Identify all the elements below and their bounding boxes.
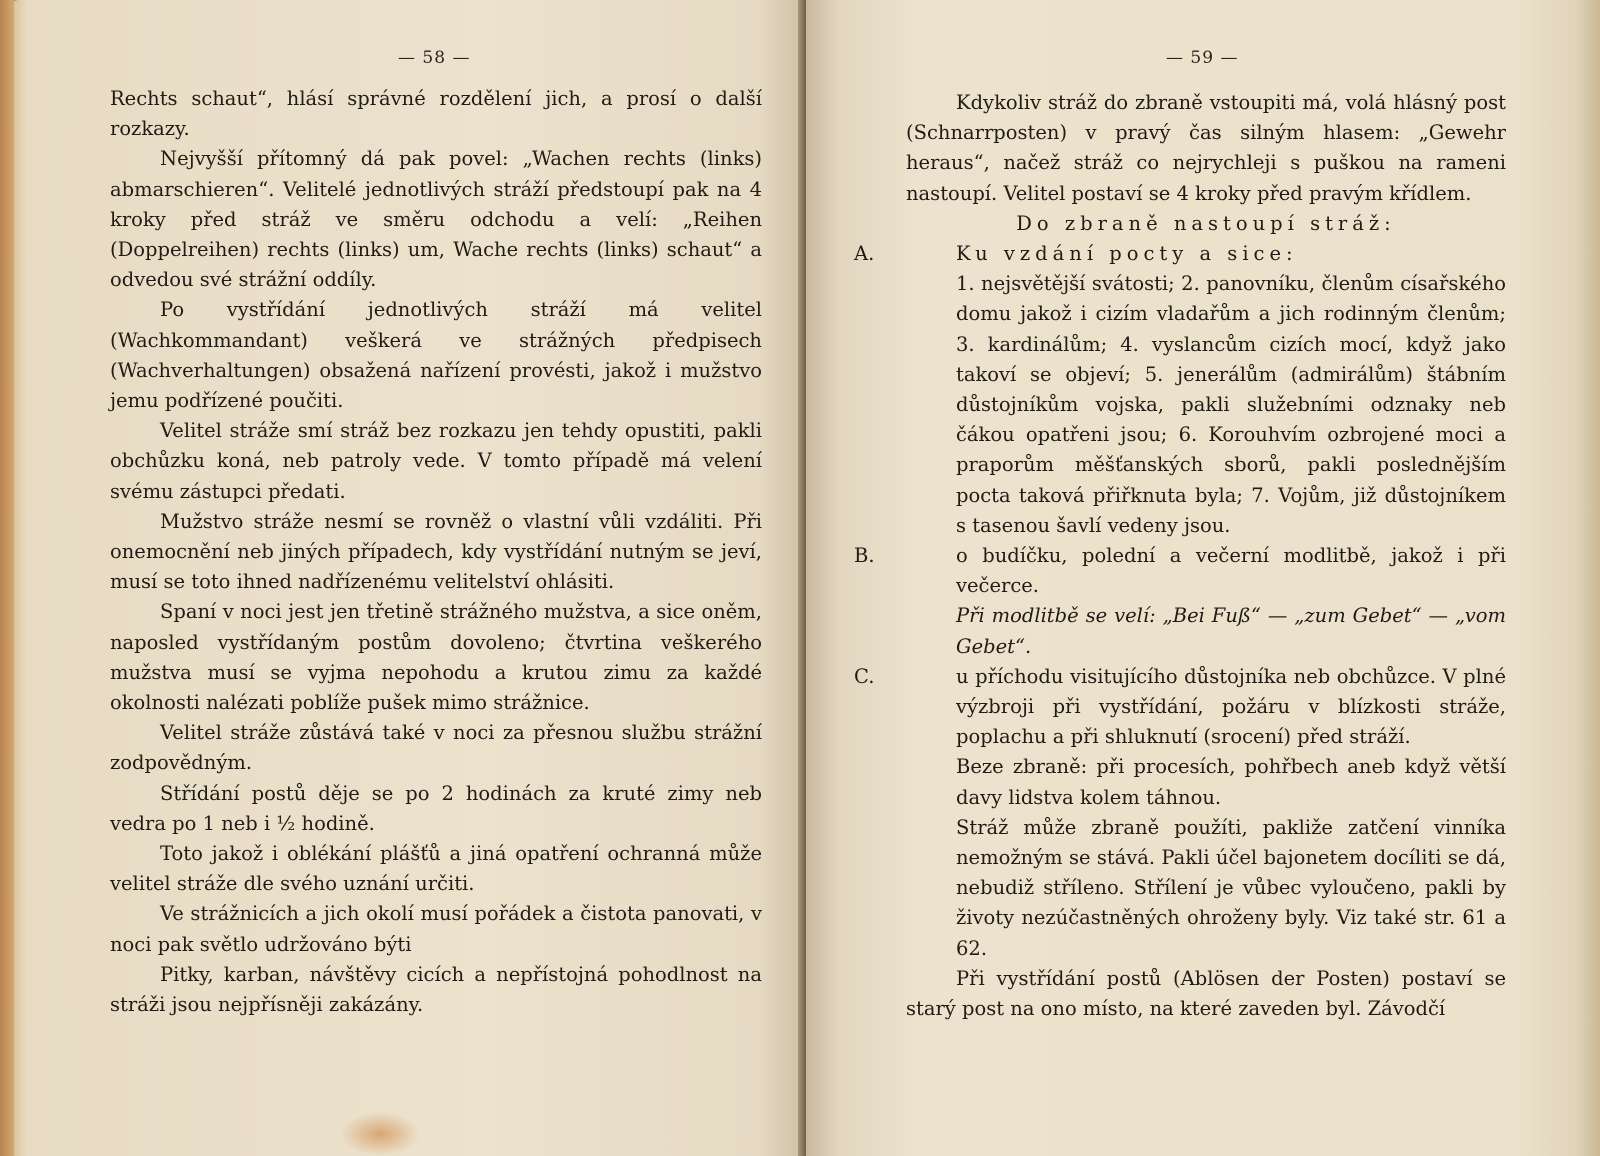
list-item <box>854 239 1506 269</box>
list-item-text: o budíčku, polední a večerní modlitbě, jakož i při večerce. <box>956 544 1506 598</box>
paragraph: Beze zbraně: při procesích, pohřbech aneb když větší davy lidstva kolem táhnou. <box>956 755 1506 809</box>
paragraph: Pitky, karban, návštěvy cicích a nepřístojná pohodlnost na stráži jsou nejpřísněji zakázány. <box>110 962 762 1017</box>
list-item-text: Ku vzdání pocty a sice: <box>956 242 1298 266</box>
paragraph: Střídání postů děje se po 2 hodinách za kruté zimy neb vedra po 1 neb i ½ hodině. <box>110 781 762 835</box>
page-number-right: — 59 — <box>1166 48 1239 68</box>
right-page <box>806 0 1600 1156</box>
list-marker: A. <box>854 242 875 266</box>
list-marker: C. <box>854 664 875 688</box>
paragraph: Toto jakož i oblékání plášťů a jiná opatření ochranná může velitel stráže dle svého uznání určiti. <box>110 842 762 896</box>
paragraph: Ve strážnicích a jich okolí musí pořádek a čistota panovati, v noci pak světlo udržováno býti <box>110 902 762 956</box>
paragraph: Velitel stráže zůstává také v noci za přesnou službu strážní zodpovědným. <box>110 721 762 775</box>
paragraph: Stráž může zbraně použíti, pakliže zatčení vinníka nemožným se stává. Pakli účel bajonetem docíliti se dá, nebudiž stříleno. Střílení je vůbec vyloučeno, pakli by životy nezúčastněných ohroženy byly. Viz také str. 61 a 62. <box>956 815 1506 960</box>
list-item-text: u příchodu visitujícího důstojníka neb obchůzce. V plné výzbroji při vystřídání, požáru v blízkosti stráže, poplachu a při shluknutí (srocení) před stráží. <box>956 664 1506 749</box>
paragraph: Kdykoliv stráž do zbraně vstoupiti má, volá hlásný post (Schnarrposten) v pravý čas silným hlasem: „Gewehr heraus“, načež stráž co nejrychleji s puškou na rameni nastoupí. Velitel postaví se 4 kroky před pravým křídlem. <box>906 91 1506 205</box>
list-item-text: 1. nejsvětější svátosti; 2. panovníku, členům císařského domu jakož i cizím vladařům a jich rodinným členům; 3. kardinálům; 4. vyslancům cizích mocí, když jako takoví se objeví; 5. jenerálům (admirálům) štábním důstojníkům vojska, pakli služebními odznaky neb čákou opatřeni jsou; 6. Korouhvím ozbrojené moci a praporům měšťanských sborů, pakli poslednějším pocta taková přiřknuta byla; 7. Vojům, již důstojníkem s tasenou šavlí vedeny jsou. <box>956 272 1506 537</box>
paragraph: Spaní v noci jest jen třetině strážného mužstva, a sice oněm, naposled vystřídaným postům dovoleno; čtvrtina veškerého mužstva musí se vyjma nepohodu a krutou zimu za každé okolnosti nalézati poblíže pušek mimo strážnice. <box>110 600 762 715</box>
list-item <box>854 541 1506 601</box>
paragraph: Rechts schaut“, hlásí správné rozdělení jich, a prosí o další rozkazy. <box>110 87 762 141</box>
paragraph: Mužstvo stráže nesmí se rovněž o vlastní vůli vzdáliti. Při onemocnění neb jiných případech, kdy vystřídání nutným se jeví, musí se toto ihned nadřízenému velitelství ohlásiti. <box>110 509 762 594</box>
list-item <box>906 269 1506 541</box>
list-item-text: Při modlitbě se velí: „Bei Fuß“ — „zum Gebet“ — „vom Gebet“. <box>956 604 1506 658</box>
paragraph: Při vystřídání postů (Ablösen der Posten) postaví se starý post na ono místo, na které zaveden byl. Závodčí <box>906 966 1506 1021</box>
page-edge <box>0 0 14 1156</box>
page-number-left: — 58 — <box>398 48 471 68</box>
left-page-text <box>110 84 762 1020</box>
paragraph: Nejvyšší přítomný dá pak povel: „Wachen rechts (links) abmarschieren“. Velitelé jednotlivých stráží předstoupí pak na 4 kroky před stráž ve směru odchodu a velí: „Reihen (Doppelreihen) rechts (links) um, Wache rechts (links) schaut“ a odvedou své strážní oddíly. <box>110 147 762 292</box>
section-heading: Do zbraně nastoupí stráž: <box>1016 211 1396 235</box>
list-item <box>854 662 1506 753</box>
list-item <box>906 601 1506 661</box>
right-page-text <box>854 88 1506 1024</box>
paper-stain <box>340 1112 420 1156</box>
list-marker: B. <box>854 544 875 568</box>
paragraph: Po vystřídání jednotlivých stráží má velitel (Wachkommandant) veškerá ve strážných předpisech (Wachverhaltungen) obsažená nařízení provésti, jakož i mužstvo jemu podřízené poučiti. <box>110 298 762 413</box>
paragraph: Velitel stráže smí stráž bez rozkazu jen tehdy opustiti, pakli obchůzku koná, neb patroly vede. V tomto případě má velení svému zástupci předati. <box>110 419 762 503</box>
